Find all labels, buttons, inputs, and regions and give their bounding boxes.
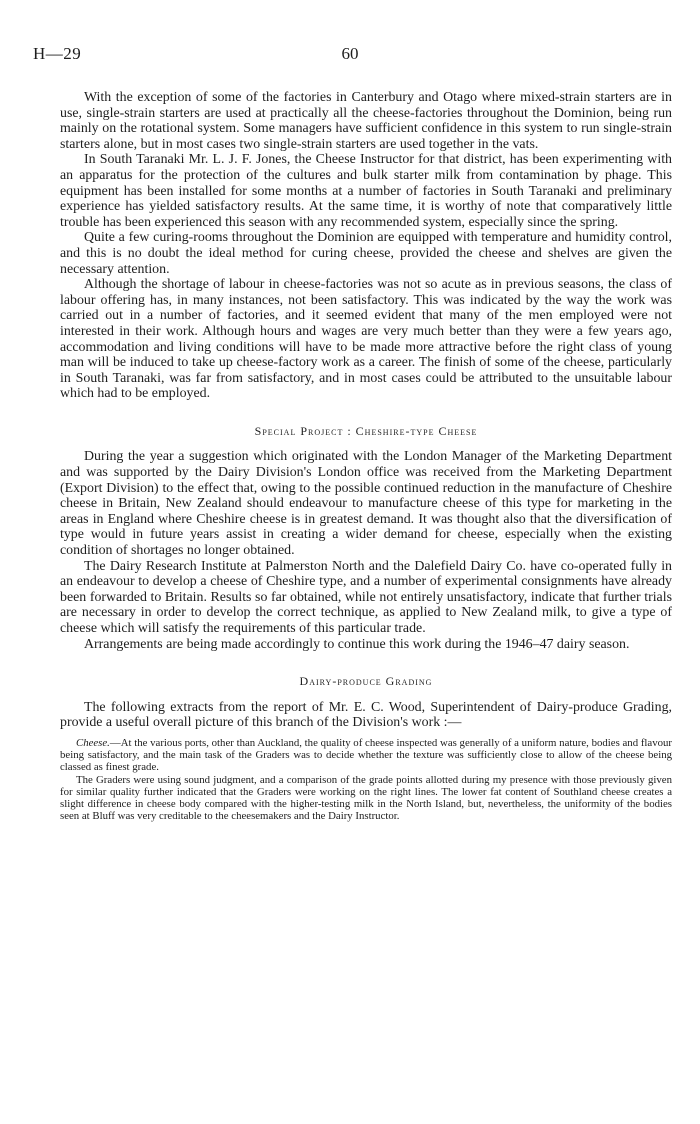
- paragraph: During the year a suggestion which originated with the London Manager of the Marketing Department and was supported by the Dairy Division's London office was received from the Marketing Department (Export Division) to the effect that, owing to the possible continued reduction in the manufacture of Cheshire cheese in Britain, New Zealand should endeavour to manufacture cheese of this type for marketing in the areas in England where Cheshire cheese is in greatest demand. It was thought also that the diversification of type would in future years assist in creating a wider demand for cheese, especially when the existing condition of shortages no longer obtained.: [60, 449, 672, 559]
- paragraph: With the exception of some of the factories in Canterbury and Otago where mixed-strain starters are in use, single-strain starters are used at practically all the cheese-factories throughout the Dominion, being run mainly on the rotational system. Some managers have sufficient confidence in this system to run single-strain starters alone, but in most cases two single-strain starters are used together in the vats.: [60, 90, 672, 152]
- excerpt-lead: Cheese.: [76, 736, 110, 749]
- document-reference: H—29: [33, 44, 82, 63]
- section-heading: Dairy-produce Grading: [299, 674, 433, 689]
- paragraph: In South Taranaki Mr. L. J. F. Jones, the Cheese Instructor for that district, has been experimenting with an apparatus for the protection of the cultures and bulk starter milk from contamination by phage. This equipment has been installed for some months at a number of factories in South Taranaki and preliminary experience has yielded satisfactory results. At the same time, it is worthy of note that comparatively little trouble has been experienced this season with any recommended system, especially since the spring.: [60, 152, 672, 230]
- excerpt-paragraph: [60, 737, 672, 774]
- section-heading: Special Project : Cheshire-type Cheese: [254, 423, 478, 438]
- paragraph: Arrangements are being made accordingly to continue this work during the 1946–47 dairy season.: [84, 636, 630, 652]
- page-body: [60, 90, 672, 822]
- report-excerpt: [60, 737, 672, 822]
- paragraph: The Dairy Research Institute at Palmerston North and the Dalefield Dairy Co. have co-operated fully in an endeavour to develop a cheese of Cheshire type, and a number of experimental consignments have already been forwarded to Britain. Results so far obtained, while not entirely unsatisfactory, indicate that further trials are necessary in order to develop the correct technique, as applied to New Zealand milk, to give a type of cheese which will satisfy the requirements of this particular trade.: [60, 558, 672, 636]
- paragraph: Although the shortage of labour in cheese-factories was not so acute as in previous seasons, the class of labour offering has, in many instances, not been satisfactory. This was indicated by the way the work was carried out in a number of factories, and it seemed evident that many of the men employed were not interested in their work. Although hours and wages are very much better than they were a few years ago, accommodation and living conditions will have to be made more attractive before the right class of young man will be induced to take up cheese-factory work as a career. The finish of some of the cheese, particularly in South Taranaki, was far from satisfactory, and in most cases could be attributed to the unsuitable labour which had to be employed.: [60, 277, 672, 402]
- page-number: 60: [341, 44, 359, 63]
- excerpt-paragraph: The Graders were using sound judgment, and a comparison of the grade points allotted during my presence with those previously given for similar quality further indicated that the Graders were working on the right lines. The lower fat content of Southland cheese creates a slight difference in cheese body compared with the higher-testing milk in the North Island, but, nevertheless, the uniformity of the bodies seen at Bluff was very creditable to the cheesemakers and the Dairy Instructor.: [60, 773, 672, 823]
- excerpt-text: —At the various ports, other than Auckland, the quality of cheese inspected was generally of a uniform nature, bodies and flavour being satisfactory, and the main task of the Graders was to decide whether the texture was sufficiently close to allow of the cheese being classed as finest grade.: [60, 736, 672, 774]
- paragraph: Quite a few curing-rooms throughout the Dominion are equipped with temperature and humidity control, and this is no doubt the ideal method for curing cheese, provided the cheese and shelves are given the necessary attention.: [60, 230, 672, 277]
- paragraph: The following extracts from the report of Mr. E. C. Wood, Superintendent of Dairy-produce Grading, provide a useful overall picture of this branch of the Division's work :—: [60, 699, 672, 731]
- page-header: [0, 44, 700, 70]
